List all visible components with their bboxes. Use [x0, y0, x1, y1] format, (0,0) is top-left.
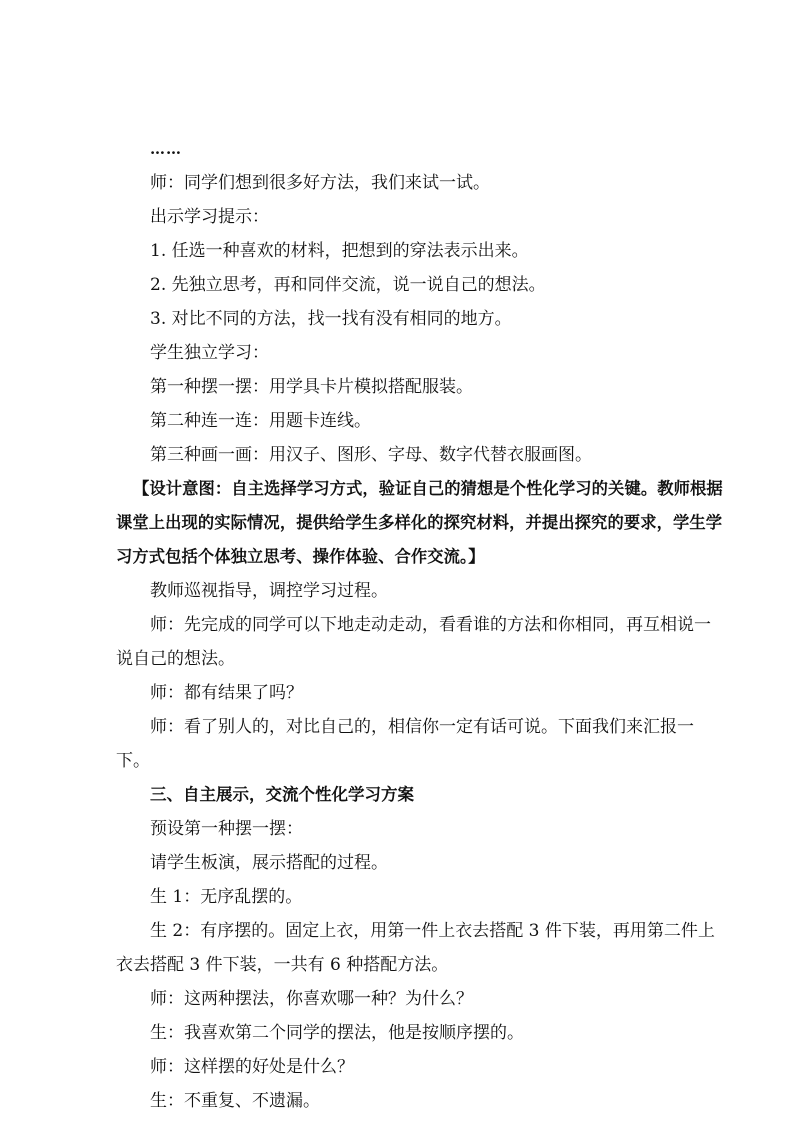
paragraph-preset-1: 预设第一种摆一摆： [150, 819, 303, 839]
design-intent-note: 【设计意图：自主选择学习方式，验证自己的猜想是个性化学习的关键。教师根据课堂上出现的实际情况，提供给学生多样化的探究材料，并提出探究的要求，学生学习方式包括个体独立思考、操作体验、合作交流。】 [116, 479, 723, 566]
student-preference-reply: 生：我喜欢第二个同学的摆法，他是按顺序摆的。 [150, 1023, 524, 1043]
method-1: 第一种摆一摆：用学具卡片模拟搭配服装。 [150, 377, 473, 397]
student-benefit-reply: 生：不重复、不遗漏。 [150, 1091, 320, 1111]
tip-item-1: 1. 任选一种喜欢的材料，把想到的穿法表示出来。 [150, 241, 529, 261]
paragraph-teacher-report: 师：看了别人的，对比自己的，相信你一定有话可说。下面我们来汇报一下。 [116, 717, 694, 771]
paragraph-teacher-guide: 教师巡视指导，调控学习过程。 [150, 581, 388, 601]
section-heading: 三、自主展示，交流个性化学习方案 [150, 785, 414, 804]
method-3: 第三种画一画：用汉子、图形、字母、数字代替衣服画图。 [150, 445, 592, 465]
paragraph-teacher-results: 师：都有结果了吗？ [150, 683, 303, 703]
student-2-reply: 生 2：有序摆的。固定上衣，用第一件上衣去搭配 3 件下装，再用第二件上衣去搭配 3 件下装，一共有 6 种搭配方法。 [116, 921, 715, 975]
ellipsis-line: …… [150, 140, 182, 158]
student-1-reply: 生 1：无序乱摆的。 [150, 887, 303, 907]
paragraph-teacher-walk: 师：先完成的同学可以下地走动走动，看看谁的方法和你相同，再互相说一说自己的想法。 [116, 615, 711, 669]
paragraph-board-demo: 请学生板演，展示搭配的过程。 [150, 853, 388, 873]
tip-item-2: 2. 先独立思考，再和同伴交流，说一说自己的想法。 [150, 275, 546, 295]
document-page [116, 132, 726, 1118]
paragraph-student-study: 学生独立学习： [150, 343, 269, 363]
paragraph-teacher-benefit: 师：这样摆的好处是什么？ [150, 1057, 354, 1077]
paragraph-teacher-question: 师：这两种摆法，你喜欢哪一种？为什么？ [150, 989, 473, 1009]
paragraph-teacher-try: 师：同学们想到很多好方法，我们来试一试。 [150, 173, 490, 193]
paragraph-show-tips: 出示学习提示： [150, 207, 269, 227]
method-2: 第二种连一连：用题卡连线。 [150, 411, 371, 431]
tip-item-3: 3. 对比不同的方法，找一找有没有相同的地方。 [150, 309, 512, 329]
